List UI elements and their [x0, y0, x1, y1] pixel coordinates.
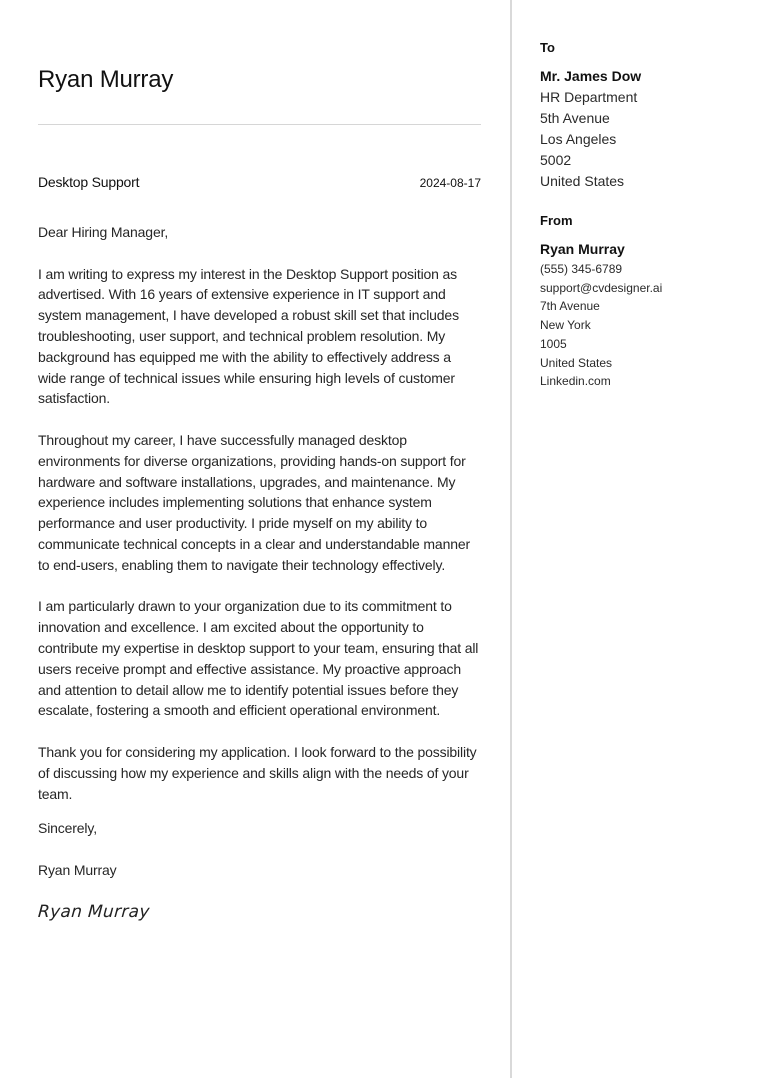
header-divider: [38, 124, 481, 125]
sender-linkedin: Linkedin.com: [540, 374, 611, 389]
sender-name: Ryan Murray: [540, 241, 625, 257]
sender-zip: 1005: [540, 336, 567, 351]
sender-country: United States: [540, 355, 613, 370]
recipient-department: HR Department: [540, 89, 638, 105]
closing-name: Ryan Murray: [38, 861, 117, 878]
sender-email: support@cvdesigner.ai: [540, 280, 663, 295]
position-title: Desktop Support: [38, 174, 140, 190]
paragraph: I am particularly drawn to your organization due to its commitment to innovation and excellence. I am excited about the opportunity to contribute my expertise in desktop support to your team, ensuring that all users receive prompt and effective assistance. My proactive approach and attention to detail allow me to identify potential issues before they escalate, fostering a smooth and efficient operational environment.: [38, 598, 479, 719]
from-label: From: [540, 213, 573, 228]
letter-date: 2024-08-17: [419, 176, 481, 190]
letter-body: [38, 222, 481, 922]
greeting: Dear Hiring Manager,: [38, 224, 169, 240]
recipient-city: Los Angeles: [540, 131, 617, 147]
position-date-row: [38, 174, 481, 190]
sender-city: New York: [540, 318, 591, 333]
sender-phone: (555) 345-6789: [540, 262, 623, 276]
recipient-country: United States: [540, 173, 625, 189]
paragraph: Throughout my career, I have successfully managed desktop environments for diverse organizations, providing hands-on support for hardware and software installations, upgrades, and maintenance. My experience includes implementing solutions that enhance system performance and user productivity. I pride myself on my ability to communicate technical concepts in a clear and understandable manner to end-users, enabling them to navigate their technology effectively.: [38, 431, 470, 573]
recipient-address: [540, 66, 641, 192]
applicant-name: Ryan Murray: [38, 66, 174, 93]
closing: Sincerely,: [38, 820, 97, 837]
sender-street: 7th Avenue: [540, 299, 600, 314]
to-label: To: [540, 40, 555, 55]
paragraph: Thank you for considering my application. I look forward to the possibility of discussing how my experience and skills align with the needs of your team.: [38, 743, 477, 802]
column-divider: [510, 0, 512, 1078]
recipient-street: 5th Avenue: [540, 110, 610, 126]
recipient-name: Mr. James Dow: [540, 68, 642, 84]
signature: Ryan Murray: [37, 901, 151, 922]
sender-address: [540, 240, 662, 391]
paragraph: I am writing to express my interest in the Desktop Support position as advertised. With 16 years of extensive experience in IT support and system management, I have developed a robust skill set that includes troubleshooting, user support, and technical problem resolution. My background has equipped me with the ability to effectively address a wide range of technical issues while ensuring high levels of customer satisfaction.: [38, 265, 459, 407]
recipient-zip: 5002: [540, 152, 572, 168]
